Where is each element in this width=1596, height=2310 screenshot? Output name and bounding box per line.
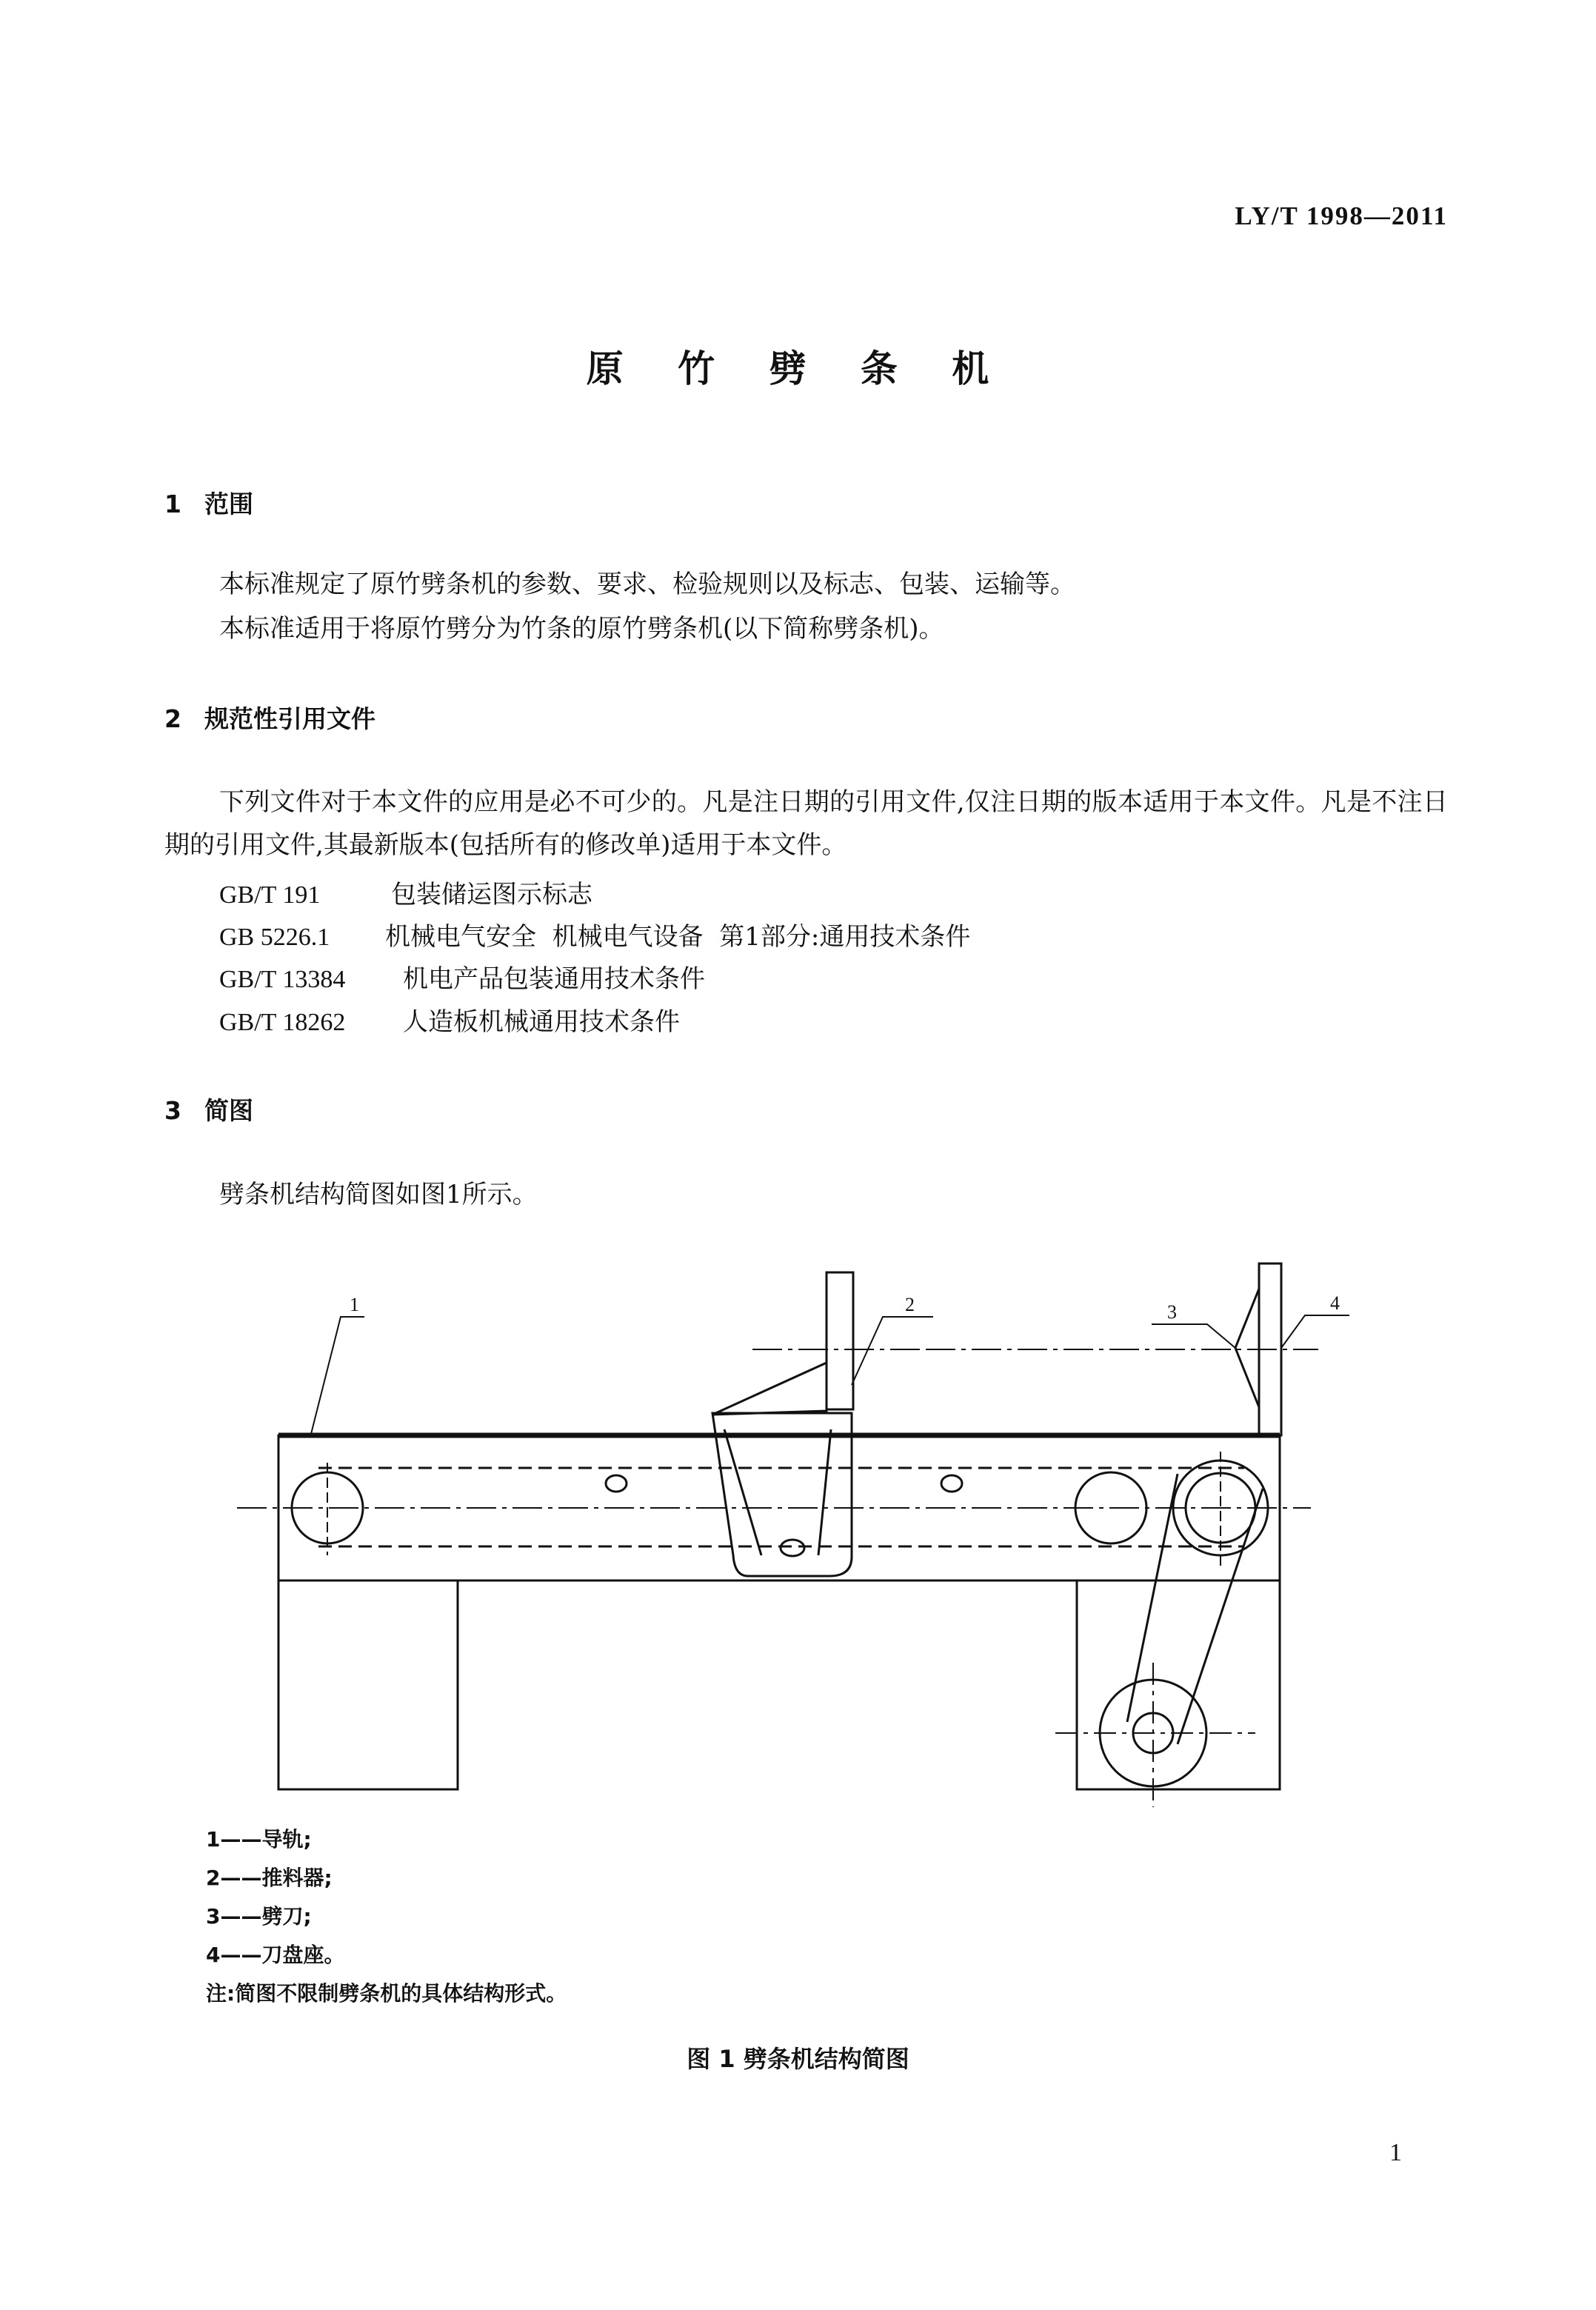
rail-hole — [941, 1475, 962, 1492]
callout-4: 4 — [1330, 1292, 1340, 1314]
reference-name: 机械电气安全 机械电气设备 第1部分:通用技术条件 — [385, 922, 971, 952]
reference-code: GB 5226.1 — [219, 924, 330, 951]
callout-leader-2 — [852, 1317, 933, 1385]
scope-paragraph-1: 本标准规定了原竹劈条机的参数、要求、检验规则以及标志、包装、运输等。 — [219, 570, 1075, 599]
rail-hole — [606, 1475, 627, 1492]
reference-item — [219, 958, 705, 995]
reference-code: GB/T 13384 — [219, 966, 346, 993]
legend-item-3: 3——劈刀; — [206, 1904, 312, 1929]
figure-note: 注:简图不限制劈条机的具体结构形式。 — [206, 1981, 567, 2006]
machine-structure-diagram — [222, 1244, 1340, 1807]
reference-item — [219, 1001, 680, 1038]
section-3-heading — [164, 1092, 253, 1126]
legend-item-1: 1——导轨; — [206, 1827, 312, 1852]
section-number: 2 — [164, 704, 181, 733]
legend-item-2: 2——推料器; — [206, 1866, 333, 1890]
pusher-pin — [781, 1540, 804, 1556]
reference-code: GB/T 191 — [219, 881, 321, 909]
section-number: 3 — [164, 1096, 181, 1125]
reference-name: 包装储运图示标志 — [391, 880, 592, 909]
section-number: 1 — [164, 490, 181, 518]
standard-code: LY/T 1998—2011 — [1235, 201, 1448, 230]
callout-leader-3 — [1152, 1324, 1235, 1348]
reference-item — [219, 874, 592, 910]
section-title: 范围 — [204, 490, 253, 518]
section-title: 规范性引用文件 — [204, 704, 375, 733]
document-title: 原 竹 劈 条 机 — [586, 347, 1010, 390]
pusher-post — [827, 1272, 853, 1409]
callout-2: 2 — [905, 1294, 915, 1315]
normative-intro: 下列文件对于本文件的应用是必不可少的。凡是注日期的引用文件,仅注日期的版本适用于本文件。凡是不注日期的引用文件,其最新版本(包括所有的修改单)适用于本文件。 — [164, 787, 1448, 860]
pusher-brace — [712, 1363, 827, 1415]
section-2-heading — [164, 700, 375, 735]
splitting-knife — [1235, 1289, 1259, 1407]
reference-name: 人造板机械通用技术条件 — [403, 1007, 680, 1037]
legend-item-4: 4——刀盘座。 — [206, 1943, 345, 1967]
page-number: 1 — [1389, 2139, 1402, 2166]
pusher-slot — [818, 1429, 831, 1555]
reference-name: 机电产品包装通用技术条件 — [403, 964, 705, 994]
diagram-intro: 劈条机结构简图如图1所示。 — [219, 1180, 538, 1209]
callout-leader-4 — [1281, 1315, 1349, 1348]
callout-leader-1 — [311, 1317, 364, 1434]
left-leg — [278, 1580, 458, 1789]
callout-3: 3 — [1167, 1301, 1177, 1323]
reference-code: GB/T 18262 — [219, 1009, 346, 1036]
section-title: 简图 — [204, 1096, 253, 1125]
section-1-heading — [164, 485, 253, 520]
figure-caption: 图 1 劈条机结构简图 — [687, 2045, 909, 2073]
reference-item — [219, 916, 970, 952]
callout-1: 1 — [350, 1294, 359, 1315]
scope-paragraph-2: 本标准适用于将原竹劈分为竹条的原竹劈条机(以下简称劈条机)。 — [219, 614, 944, 644]
